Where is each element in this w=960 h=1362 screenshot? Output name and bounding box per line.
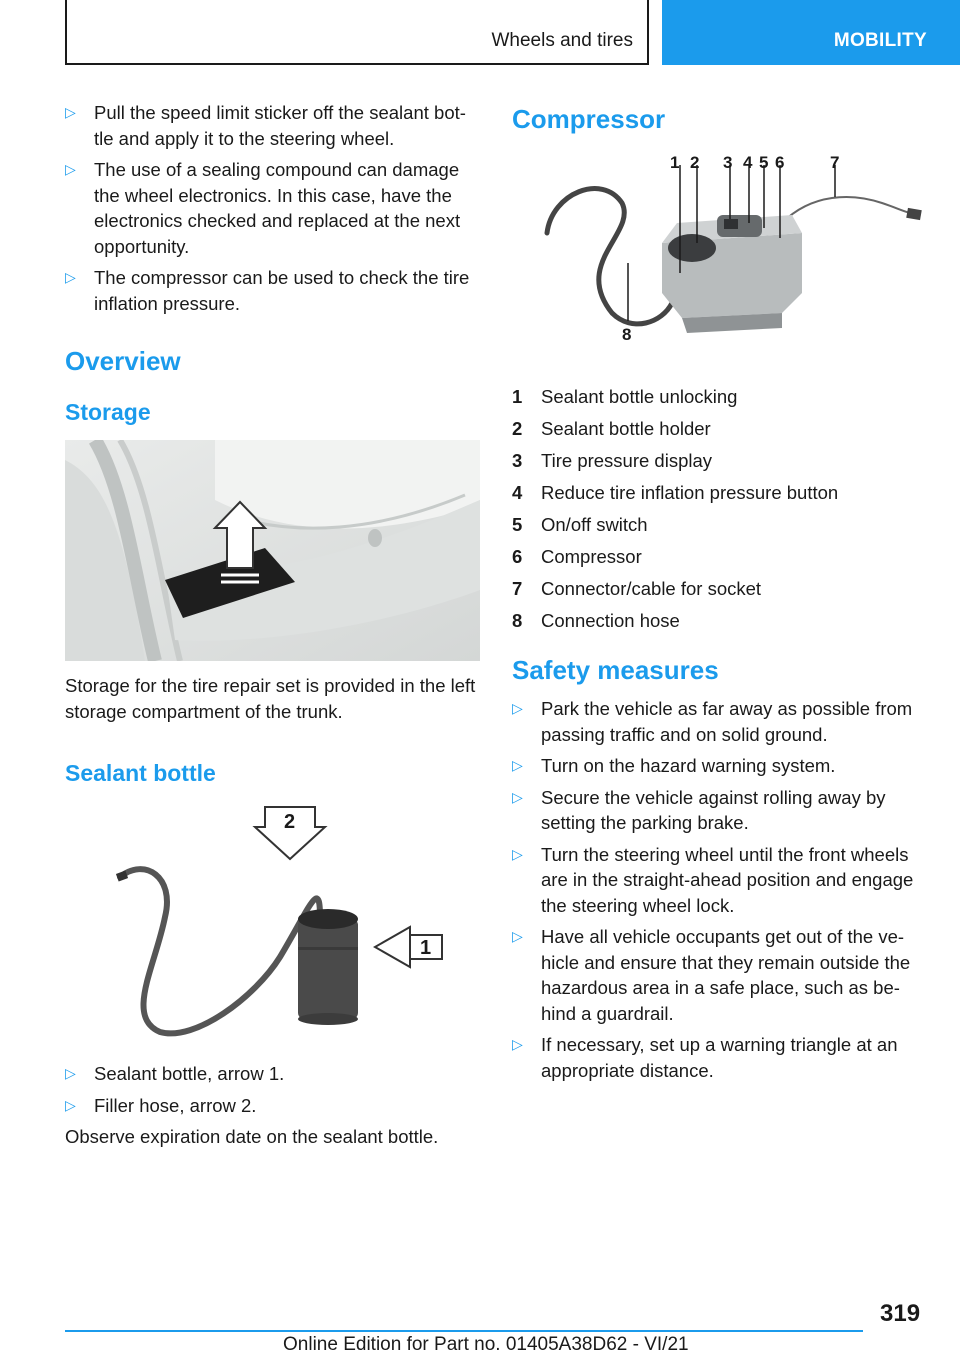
legend-item: 2 Sealant bottle holder (512, 418, 711, 439)
list-item: ▷ Turn on the hazard warning system. (512, 753, 932, 779)
callout-1: 1 (420, 937, 432, 959)
compressor-legend (512, 381, 932, 637)
safety-heading: Safety measures (512, 655, 719, 685)
chapter-label: MOBILITY (833, 30, 927, 51)
legend-item: 3 Tire pressure display (512, 450, 713, 471)
callout-5: 5 (759, 153, 769, 172)
right-column (512, 100, 932, 1089)
storage-heading: Storage (65, 399, 151, 425)
bullet-triangle-icon: ▷ (512, 757, 523, 773)
list-item: ▷ Sealant bottle, arrow 1. (65, 1061, 480, 1087)
list-item: ▷ The compressor can be used to check the tire inflation pressure. (65, 267, 470, 314)
bullet-triangle-icon: ▷ (65, 161, 76, 177)
legend-item: 6 Compressor (512, 546, 642, 567)
chapter-tab[interactable] (662, 0, 960, 65)
list-item: ▷ If necessary, set up a warning triangle at an appropriate distance. (512, 1034, 898, 1081)
callout-7: 7 (830, 153, 840, 172)
list-item: ▷ Secure the vehicle against rolling away by setting the parking brake. (512, 786, 886, 833)
bullet-triangle-icon: ▷ (65, 269, 76, 285)
legend-item: 7 Connector/cable for socket (512, 578, 762, 599)
sealant-note: Observe expiration date on the sealant bottle. (65, 1126, 439, 1147)
bullet-triangle-icon: ▷ (65, 1096, 76, 1113)
bullet-triangle-icon: ▷ (65, 1065, 76, 1081)
callout-2: 2 (690, 153, 700, 172)
legend-item: 8 Connection hose (512, 610, 680, 631)
callout-1: 1 (670, 153, 680, 172)
storage-text: Storage for the tire repair set is provided in the left storage compartment of the trunk. (65, 675, 476, 722)
list-item: ▷ Turn the steering wheel until the front wheels are in the straight-ahead position and engage the steering wheel lock. (512, 843, 914, 916)
bullet-triangle-icon: ▷ (512, 928, 523, 944)
compressor-illustration (512, 153, 932, 363)
list-item: ▷ The use of a sealing compound can damage the wheel electronics. In this case, have the electronics checked and replaced at the next opportunity. (65, 159, 461, 257)
callout-4: 4 (743, 153, 753, 172)
callout-2: 2 (284, 811, 296, 833)
footer-divider (65, 1330, 863, 1332)
callout-3: 3 (723, 153, 733, 172)
sealant-heading: Sealant bottle (65, 760, 216, 786)
legend-item: 1 Sealant bottle unlocking (512, 386, 738, 407)
bullet-triangle-icon: ▷ (512, 845, 523, 862)
left-column (65, 100, 480, 1150)
list-item: ▷ Have all vehicle occupants get out of the ve-hicle and ensure that they remain outside the hazardous area in a safe place, such as be-hind a guardrail. (512, 926, 911, 1024)
legend-item: 5 On/off switch (512, 514, 648, 535)
legend-item: 4 Reduce tire inflation pressure button (512, 482, 839, 503)
section-title: Wheels and tires (491, 30, 633, 51)
list-item: ▷ Park the vehicle as far away as possible from passing traffic and on solid ground. (512, 698, 913, 745)
compressor-heading: Compressor (512, 104, 666, 134)
page-number: 319 (880, 1300, 921, 1327)
callout-6: 6 (775, 153, 785, 172)
intro-bullets (65, 100, 480, 316)
safety-bullets (512, 696, 932, 1083)
bullet-triangle-icon: ▷ (512, 700, 523, 716)
list-item: ▷ Filler hose, arrow 2. (65, 1093, 480, 1119)
sealant-illustration (65, 797, 480, 1037)
bullet-triangle-icon: ▷ (65, 104, 76, 120)
bullet-triangle-icon: ▷ (512, 1036, 523, 1052)
bullet-triangle-icon: ▷ (512, 788, 523, 805)
storage-illustration (65, 440, 480, 661)
list-item: ▷ Pull the speed limit sticker off the sealant bot-tle and apply it to the steering wheel. (65, 102, 466, 149)
callout-8: 8 (622, 325, 632, 344)
header-box (65, 0, 649, 65)
footer-edition: Online Edition for Part no. 01405A38D62 - VI/21 (283, 1334, 689, 1355)
overview-heading: Overview (65, 346, 181, 376)
sealant-bullets (65, 1061, 480, 1118)
